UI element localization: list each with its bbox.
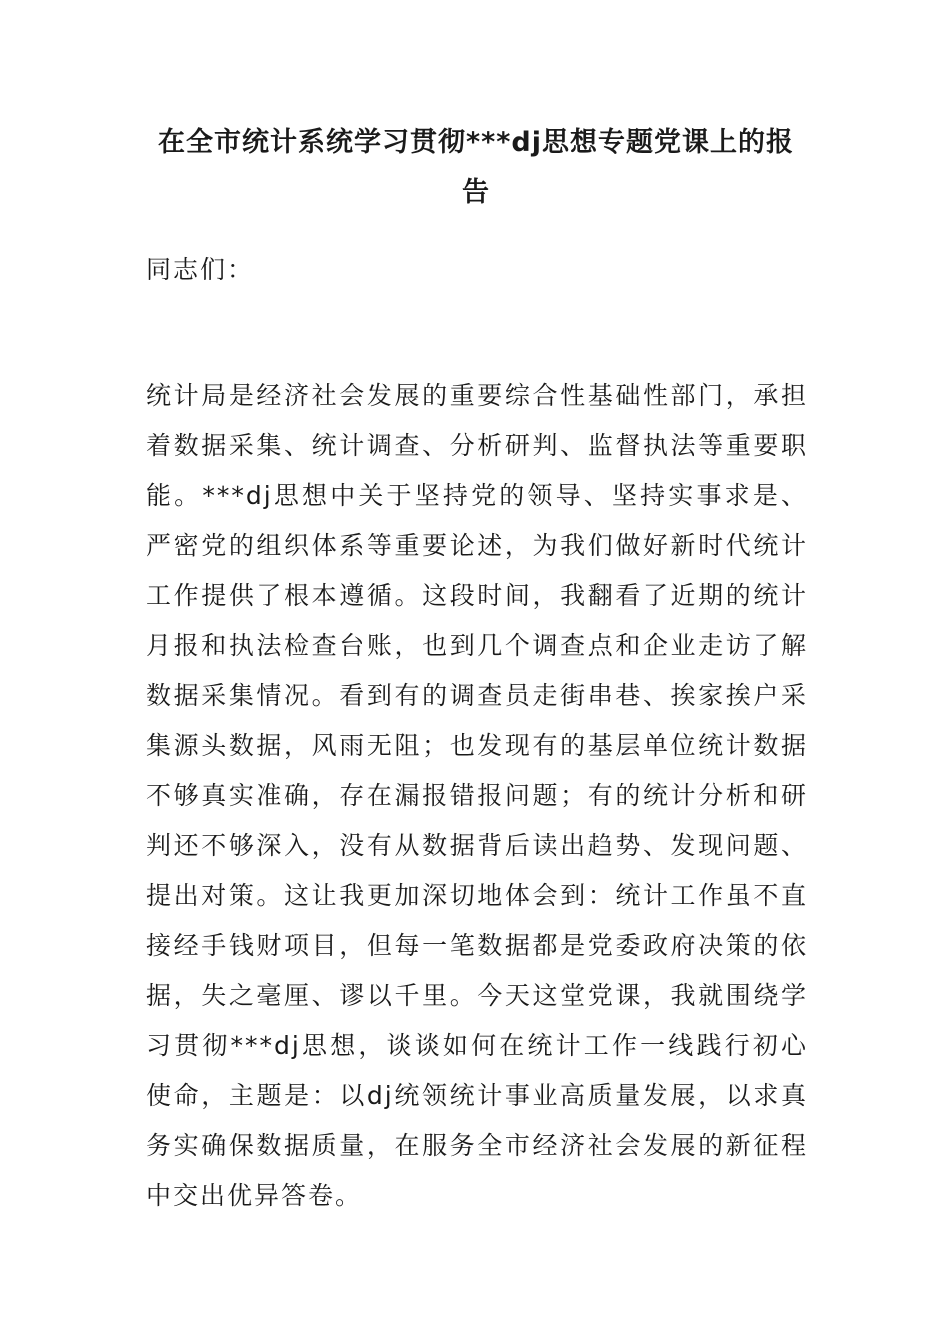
body-paragraph: 统计局是经济社会发展的重要综合性基础性部门，承担着数据采集、统计调查、分析研判、监督执法等重要职能。***dj思想中关于坚持党的领导、坚持实事求是、严密党的组织体系等重要论述，为我们做好新时代统计工作提供了根本遵循。这段时间，我翻看了近期的统计月报和执法检查台账，也到几个调查点和企业走访了解数据采集情况。看到有的调查员走街串巷、挨家挨户采集源头数据，风雨无阻；也发现有的基层单位统计数据不够真实准确，存在漏报错报问题；有的统计分析和研判还不够深入，没有从数据背后读出趋势、发现问题、提出对策。这让我更加深切地体会到：统计工作虽不直接经手钱财项目，但每一笔数据都是党委政府决策的依据，失之毫厘、谬以千里。今天这堂党课，我就围绕学习贯彻***dj思想，谈谈如何在统计工作一线践行初心使命，主题是：以dj统领统计事业高质量发展，以求真务实确保数据质量，在服务全市经济社会发展的新征程中交出优异答卷。 (146, 381, 808, 1210)
salutation: 同志们： (146, 255, 255, 284)
document-title: 在全市统计系统学习贯彻***dj思想专题党课上的报告 (158, 127, 794, 208)
